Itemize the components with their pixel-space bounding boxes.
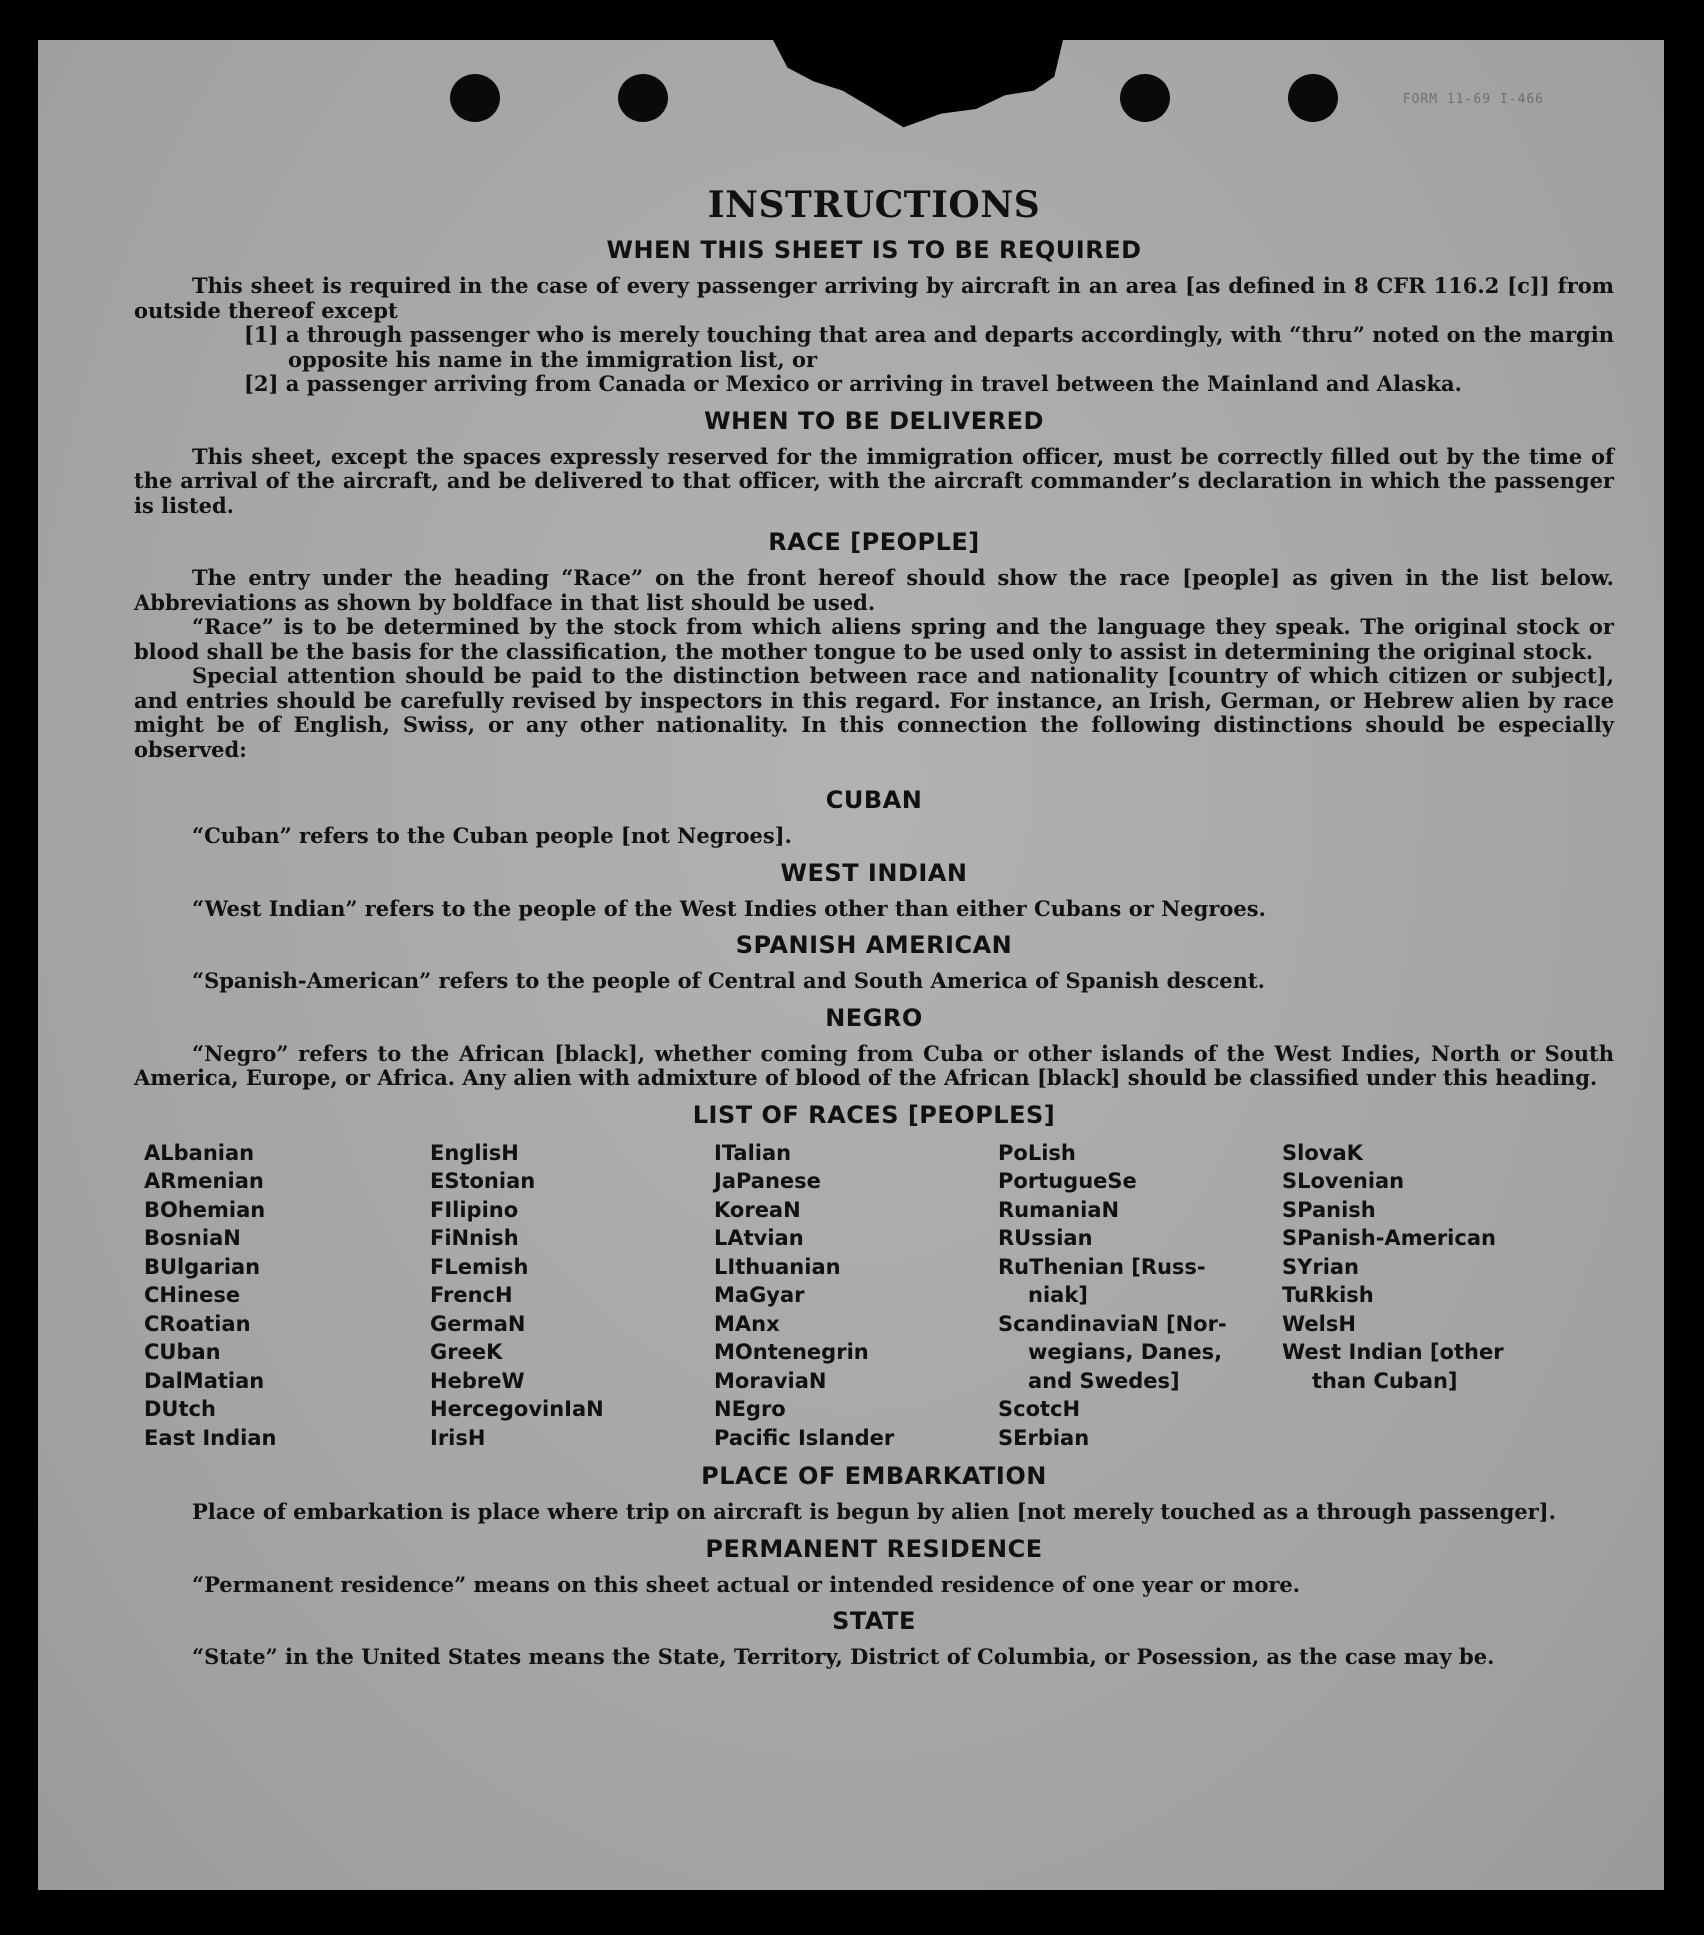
race-entry: East Indian [144, 1425, 277, 1450]
race-entry: ARmenian [144, 1169, 264, 1193]
race-entry: PortugueSe [998, 1169, 1137, 1193]
heading-place-of-embarkation: PLACE OF EMBARKATION [701, 1462, 1047, 1490]
exception-item-2: [2] a passenger arriving from Canada or Mexico or arriving in travel between the Mainland and Alaska. [244, 371, 1462, 396]
race-entry: MAnx [714, 1311, 780, 1336]
race-entry: ALbanian [144, 1140, 255, 1165]
race-entry: RumaniaN [998, 1197, 1120, 1222]
race-entry: Pacific Islander [714, 1425, 895, 1450]
heading-state: STATE [832, 1607, 916, 1635]
race-entry: MoraviaN [714, 1368, 827, 1393]
race-entry: JaPanese [714, 1169, 821, 1193]
race-entry: CHinese [144, 1283, 241, 1307]
race-entry: EnglisH [430, 1140, 519, 1165]
race-column-1 [144, 1139, 430, 1453]
race-entry: RUssian [998, 1226, 1093, 1250]
heading-spanish-american: SPANISH AMERICAN [735, 931, 1013, 959]
race-entry: ScandinaviaN [Nor- [998, 1311, 1227, 1336]
torn-edge [773, 40, 1063, 132]
race-entry: SYrian [1282, 1254, 1360, 1279]
race-entry-continued: than Cuban] [1312, 1368, 1458, 1393]
instructions-content [134, 142, 1614, 1670]
race-entry: DUtch [144, 1397, 216, 1421]
race-entry: IrisH [430, 1425, 486, 1450]
race-entry: EStonian [430, 1169, 536, 1193]
paragraph-west-indian: “West Indian” refers to the people of the West Indies other than either Cubans or Negroes. [192, 895, 1266, 921]
race-entry: FrencH [430, 1283, 513, 1307]
race-entry: BosniaN [144, 1226, 241, 1250]
race-entry: HercegovinIaN [430, 1397, 604, 1421]
form-number: FORM 11-69 I-466 [1402, 92, 1544, 107]
punch-hole [450, 74, 500, 122]
race-entry: West Indian [other [1282, 1340, 1504, 1364]
paragraph-when-required: This sheet is required in the case of every passenger arriving by aircraft in an area [as defined in 8 CFR 116.2 [c]] from outside thereof except [134, 273, 1614, 323]
race-entry: GermaN [430, 1311, 526, 1336]
paragraph-state: “State” in the United States means the State, Territory, District of Columbia, or Posession, as the case may be. [192, 1644, 1495, 1669]
heading-permanent-residence: PERMANENT RESIDENCE [705, 1534, 1043, 1563]
race-column-4 [998, 1139, 1282, 1453]
race-entry: CRoatian [144, 1311, 251, 1336]
race-entry: BUlgarian [144, 1254, 261, 1279]
paragraph-cuban: “Cuban” refers to the Cuban people [not Negroes]. [192, 823, 792, 848]
race-entry-continued: wegians, Danes, [1028, 1340, 1223, 1364]
race-entry: HebreW [430, 1368, 525, 1393]
race-entry: SErbian [998, 1425, 1090, 1450]
race-column-3 [714, 1139, 998, 1453]
race-entry: FLemish [430, 1254, 529, 1279]
race-entry: GreeK [430, 1340, 503, 1364]
race-entry: NEgro [714, 1397, 786, 1421]
race-entry: MaGyar [714, 1283, 805, 1307]
paragraph-place-of-embarkation: Place of embarkation is place where trip on aircraft is begun by alien [not merely touched as a through passenger]. [192, 1499, 1556, 1524]
race-entry: SPanish [1282, 1197, 1376, 1222]
race-entry: WelsH [1282, 1311, 1356, 1336]
race-entry: CUban [144, 1340, 221, 1364]
paragraph-when-delivered: This sheet, except the spaces expressly reserved for the immigration officer, must be correctly filled out by the time of the arrival of the aircraft, and be delivered to that officer, with the aircraft commander’s declaration in which the passenger is listed. [134, 443, 1614, 518]
race-entry: ITalian [714, 1140, 792, 1165]
race-entry: SlovaK [1282, 1140, 1363, 1165]
paragraph-race-3: Special attention should be paid to the distinction between race and nationality [country of which citizen or subject], and entries should be carefully revised by inspectors in this regard. For instance, an Irish, German, or Hebrew alien by race might be of English, Swiss, or any other nationality. In this connection the following distinctions should be especially observed: [134, 663, 1614, 762]
race-entry: SPanish-American [1282, 1226, 1496, 1250]
heading-when-required: WHEN THIS SHEET IS TO BE REQUIRED [606, 236, 1142, 264]
race-column-5 [1282, 1139, 1562, 1453]
race-entry: SLovenian [1282, 1169, 1405, 1193]
paragraph-spanish-american: “Spanish-American” refers to the people of Central and South America of Spanish descent. [192, 968, 1265, 993]
race-entry: FiNnish [430, 1226, 519, 1250]
race-entry: LIthuanian [714, 1254, 841, 1279]
paragraph-race-1: The entry under the heading “Race” on the front hereof should show the race [people] as given in the list below. Abbreviations as shown by boldface in that list should be used. [134, 565, 1614, 615]
heading-list-of-races: LIST OF RACES [PEOPLES] [692, 1100, 1056, 1129]
race-column-2 [430, 1139, 714, 1453]
race-entry: MOntenegrin [714, 1340, 869, 1364]
exception-item-1: [1] a through passenger who is merely touching that area and departs accordingly, with “thru” noted on the margin opposite his name in the immigration list, or [244, 322, 1614, 372]
document-sheet [38, 40, 1664, 1890]
race-entry: RuThenian [Russ- [998, 1254, 1206, 1279]
races-list [144, 1139, 1614, 1453]
punch-hole [618, 74, 668, 122]
heading-race: RACE [PEOPLE] [768, 528, 980, 556]
heading-when-delivered: WHEN TO BE DELIVERED [704, 406, 1044, 435]
paragraph-permanent-residence: “Permanent residence” means on this sheet actual or intended residence of one year or more. [192, 1571, 1301, 1597]
paragraph-race-2: “Race” is to be determined by the stock from which aliens spring and the language they speak. The original stock or blood shall be the basis for the classification, the mother tongue to be used only to assist in determining the original stock. [134, 614, 1614, 664]
race-entry: TuRkish [1282, 1283, 1374, 1307]
race-entry: ScotcH [998, 1397, 1081, 1421]
punch-hole [1120, 74, 1170, 122]
page-title: INSTRUCTIONS [707, 184, 1041, 226]
paragraph-negro: “Negro” refers to the African [black], whether coming from Cuba or other islands of the West Indies, North or South America, Europe, or Africa. Any alien with admixture of blood of the African [black] should be classified under this heading. [134, 1040, 1614, 1090]
race-entry: FIlipino [430, 1197, 519, 1222]
heading-west-indian: WEST INDIAN [780, 858, 968, 887]
heading-negro: NEGRO [825, 1003, 923, 1032]
race-entry: KoreaN [714, 1197, 801, 1222]
race-entry: LAtvian [714, 1226, 804, 1250]
race-entry: DalMatian [144, 1368, 265, 1393]
heading-cuban: CUBAN [825, 786, 923, 814]
race-entry-continued: and Swedes] [1028, 1368, 1180, 1393]
punch-hole [1288, 74, 1338, 122]
race-entry-continued: niak] [1028, 1283, 1088, 1307]
race-entry: BOhemian [144, 1197, 266, 1222]
race-entry: PoLish [998, 1140, 1076, 1165]
